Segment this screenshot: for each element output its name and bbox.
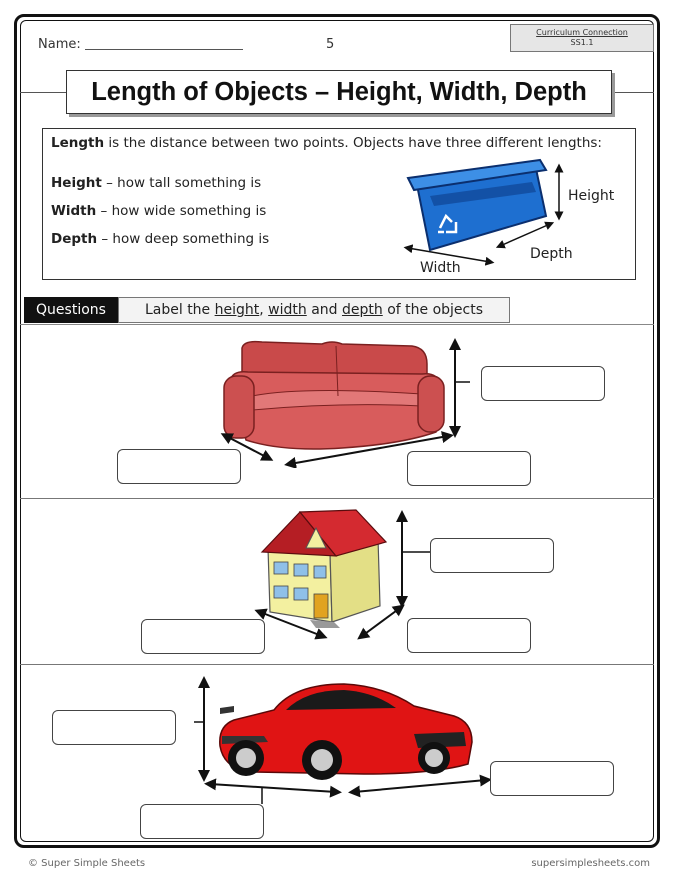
diagram-width-label: Width bbox=[420, 260, 461, 276]
name-blank-line[interactable] bbox=[85, 49, 243, 50]
questions-tab: Questions bbox=[24, 297, 118, 323]
house-depth-arrow bbox=[362, 608, 400, 636]
recycling-bin-icon bbox=[408, 160, 546, 250]
intro-depth-definition: Depth – how deep something is bbox=[51, 231, 270, 247]
curriculum-box bbox=[510, 24, 654, 52]
house-width-answer-box[interactable] bbox=[141, 619, 265, 654]
sofa-arrows bbox=[220, 338, 470, 468]
questions-rule bbox=[20, 324, 654, 325]
name-label: Name: bbox=[38, 37, 81, 52]
house-height-answer-box[interactable] bbox=[430, 538, 554, 573]
intro-length-definition: Length is the distance between two points. Objects have three different lengths: bbox=[51, 135, 602, 151]
section-divider bbox=[20, 664, 654, 665]
sofa-width-answer-box[interactable] bbox=[407, 451, 531, 486]
diagram-depth-label: Depth bbox=[530, 246, 573, 262]
house-width-arrow bbox=[260, 612, 322, 636]
car-arrows bbox=[194, 676, 494, 806]
page-number: 5 bbox=[326, 37, 335, 52]
questions-instruction: Label the height, width and depth of the objects bbox=[118, 297, 510, 323]
house-arrows bbox=[250, 510, 430, 640]
page-title: Length of Objects – Height, Width, Depth bbox=[66, 70, 612, 114]
sofa-depth-answer-box[interactable] bbox=[117, 449, 241, 484]
car-width-arrow bbox=[210, 784, 336, 792]
footer-website[interactable]: supersimplesheets.com bbox=[531, 858, 650, 869]
intro-height-definition: Height – how tall something is bbox=[51, 175, 262, 191]
car-depth-arrow bbox=[354, 780, 486, 792]
intro-width-definition: Width – how wide something is bbox=[51, 203, 267, 219]
car-width-answer-box[interactable] bbox=[140, 804, 264, 839]
name-field[interactable] bbox=[38, 37, 243, 52]
diagram-height-label: Height bbox=[568, 188, 615, 204]
car-depth-answer-box[interactable] bbox=[490, 761, 614, 796]
curriculum-code: SS1.1 bbox=[570, 38, 594, 47]
footer-copyright: © Super Simple Sheets bbox=[28, 858, 146, 869]
car-height-answer-box[interactable] bbox=[52, 710, 176, 745]
section-divider bbox=[20, 498, 654, 499]
curriculum-title: Curriculum Connection bbox=[536, 28, 628, 37]
house-depth-answer-box[interactable] bbox=[407, 618, 531, 653]
sofa-height-answer-box[interactable] bbox=[481, 366, 605, 401]
